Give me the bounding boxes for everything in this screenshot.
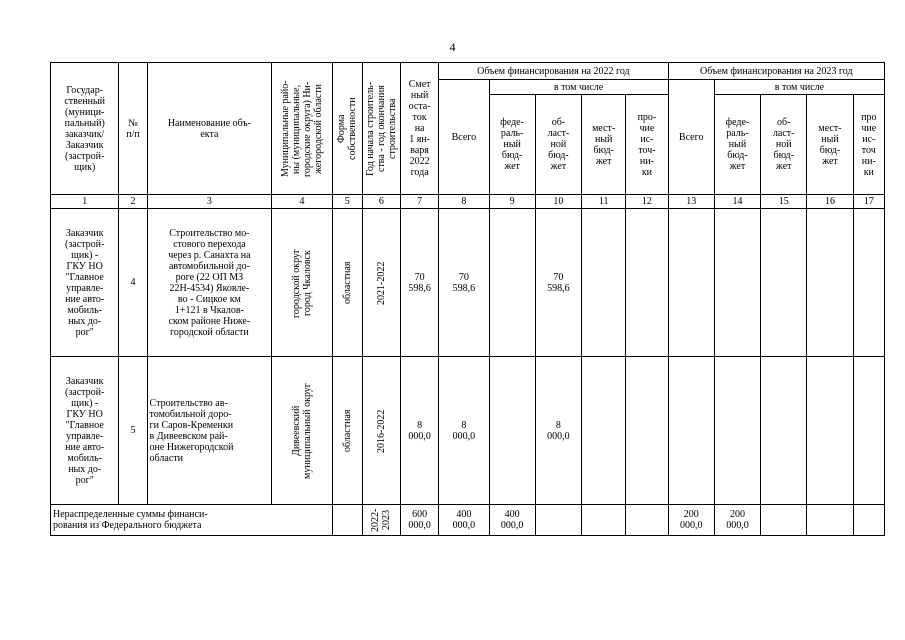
header-ownership [332,63,362,195]
colnum: 3 [147,195,272,209]
colnum: 2 [119,195,147,209]
row-regional-2023 [761,357,807,505]
row-num: 4 [119,209,147,357]
column-numbers-row [51,195,885,209]
row-regional-2022: 8 000,0 [535,357,581,505]
summary-local-2023 [807,505,853,536]
row-customer: Заказчик (застрой- щик) - ГКУ НО "Главное управле- ние авто- мобиль- ных до- рог" [51,357,119,505]
row-total-2022: 70 598,6 [439,209,489,357]
header-fin-2022: Объем финансирования на 2022 год [439,63,668,80]
colnum: 5 [332,195,362,209]
row-municipality [272,209,332,357]
row-years [362,357,400,505]
header-federal-2023: феде- раль- ный бюд- жет [714,95,760,195]
header-years [362,63,400,195]
summary-federal-2023: 200 000,0 [714,505,760,536]
row-object: Строительство ав- томобильной доро- ги Саров-Кременки в Дивеевском рай- оне Нижегородской области [147,357,272,505]
row-local-2022 [582,209,626,357]
row-ownership-text: областная [341,409,353,452]
row-federal-2023 [714,209,760,357]
row-local-2022 [582,357,626,505]
colnum: 6 [362,195,400,209]
header-local-2022: мест- ный бюд- жет [582,95,626,195]
row-municipality [272,357,332,505]
colnum: 15 [761,195,807,209]
header-other-2023: про чие ис- точ ни- ки [853,95,884,195]
row-regional-2023 [761,209,807,357]
row-municipality-text: Дивеевский муниципальный округ [290,382,313,479]
row-years-text: 2021-2022 [375,260,387,305]
header-total-2022: Всего [439,80,489,195]
summary-local-2022 [582,505,626,536]
colnum: 7 [401,195,439,209]
colnum: 17 [853,195,884,209]
header-municipality-text: Муниципальные райо- ны (муниципальные, городские округа) Ни- жегородской области [279,80,324,177]
header-ownership-text: Форма собственности [336,97,359,160]
row-num: 5 [119,357,147,505]
colnum: 8 [439,195,489,209]
colnum: 14 [714,195,760,209]
row-federal-2023 [714,357,760,505]
summary-balance: 600 000,0 [401,505,439,536]
summary-years [362,505,400,536]
summary-other-2022 [626,505,668,536]
row-total-2023 [668,209,714,357]
table-row [51,209,885,357]
summary-total-2023: 200 000,0 [668,505,714,536]
header-fin-2023: Объем финансирования на 2023 год [668,63,884,80]
colnum: 12 [626,195,668,209]
row-regional-2022: 70 598,6 [535,209,581,357]
row-total-2022: 8 000,0 [439,357,489,505]
row-balance: 8 000,0 [401,357,439,505]
header-balance: Смет ный оста- ток на 1 ян- варя 2022 года [401,63,439,195]
financing-table [50,62,885,536]
colnum: 11 [582,195,626,209]
page-number: 4 [449,40,456,54]
summary-other-2023 [853,505,884,536]
row-local-2023 [807,357,853,505]
header-regional-2023: об- ласт- ной бюд- жет [761,95,807,195]
summary-label: Нераспределенные суммы финанси- рования из Федерального бюджета [51,505,333,536]
colnum: 1 [51,195,119,209]
colnum: 13 [668,195,714,209]
row-federal-2022 [489,209,535,357]
summary-row [51,505,885,536]
summary-total-2022: 400 000,0 [439,505,489,536]
header-other-2022: про- чие ис- точ- ни- ки [626,95,668,195]
header-local-2023: мест- ный бюд- жет [807,95,853,195]
header-total-2023: Всего [668,80,714,195]
colnum: 9 [489,195,535,209]
row-municipality-text: городской округ город Чкаловск [290,247,313,318]
row-local-2023 [807,209,853,357]
summary-regional-2023 [761,505,807,536]
row-other-2023 [853,209,884,357]
header-object-name: Наименование объ- екта [147,63,272,195]
row-other-2022 [626,357,668,505]
row-object: Строительство мо- стового перехода через р. Санахта на автомобильной до- роге (22 ОП МЗ 22Н-4534) Яковле- во - Сицкое км 1+121 в Чкалов- ском районе Ниже- городской области [147,209,272,357]
summary-federal-2022: 400 000,0 [489,505,535,536]
header-including-2022: в том числе [489,80,668,95]
row-other-2023 [853,357,884,505]
row-years-text: 2016-2022 [375,408,387,453]
table-row [51,357,885,505]
row-ownership [332,357,362,505]
row-years [362,209,400,357]
row-federal-2022 [489,357,535,505]
header-municipality [272,63,332,195]
summary-regional-2022 [535,505,581,536]
row-other-2022 [626,209,668,357]
colnum: 16 [807,195,853,209]
colnum: 4 [272,195,332,209]
row-balance: 70 598,6 [401,209,439,357]
header-row-1 [51,63,885,80]
row-ownership [332,209,362,357]
row-total-2023 [668,357,714,505]
header-including-2023: в том числе [714,80,884,95]
row-customer: Заказчик (застрой- щик) - ГКУ НО "Главное управле- ние авто- мобиль- ных до- рог" [51,209,119,357]
header-regional-2022: об- ласт- ной бюд- жет [535,95,581,195]
summary-years-text: 2022- 2023 [370,508,393,532]
header-customer: Государ- ственный (муници- пальный) заказчик/ Заказчик (застрой- щик) [51,63,119,195]
colnum: 10 [535,195,581,209]
row-ownership-text: областная [341,261,353,304]
header-years-text: Год начала строитель- ства - год окончания строительства [364,81,398,176]
header-federal-2022: феде- раль- ный бюд- жет [489,95,535,195]
header-num: № п/п [119,63,147,195]
summary-ownership [332,505,362,536]
